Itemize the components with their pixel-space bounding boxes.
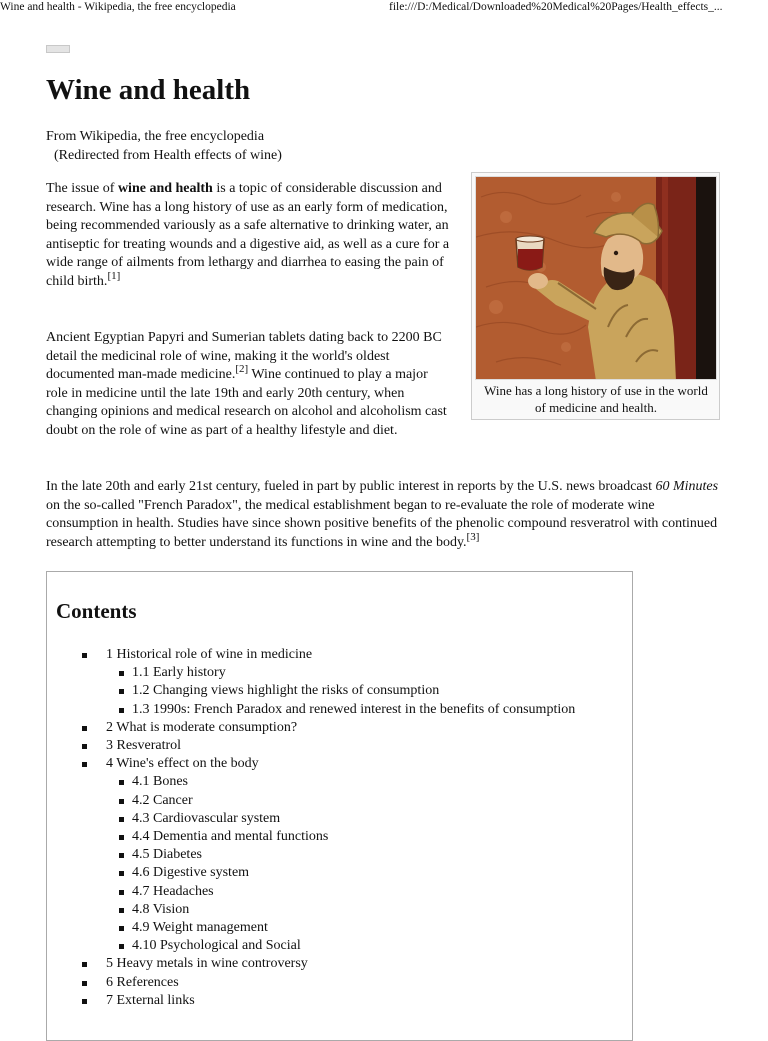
toc-item-label[interactable]: 6 References xyxy=(106,974,179,990)
toc-item-4-2[interactable] xyxy=(47,792,634,810)
toc-item-1[interactable] xyxy=(47,646,634,664)
bullet-icon xyxy=(82,981,87,986)
toc-item-label[interactable]: 5 Heavy metals in wine controversy xyxy=(106,956,308,972)
bullet-icon xyxy=(119,908,124,913)
toc-item-4-1[interactable] xyxy=(47,773,634,791)
reference-link-2[interactable]: [2] xyxy=(235,363,249,376)
bullet-icon xyxy=(82,962,87,967)
reference-link-3[interactable]: [3] xyxy=(466,530,480,543)
toc-item-4[interactable] xyxy=(47,755,634,773)
bullet-icon xyxy=(119,890,124,895)
toc-item-label[interactable]: 4.4 Dementia and mental functions xyxy=(132,829,329,845)
p1-bold-term: wine and health xyxy=(117,181,213,196)
intro-paragraph-1 xyxy=(46,180,451,292)
figure-caption: Wine has a long history of use in the world of medicine and health. xyxy=(484,383,708,415)
toc-item-4-9[interactable] xyxy=(47,919,634,937)
bullet-icon xyxy=(119,671,124,676)
toc-item-3[interactable] xyxy=(47,737,634,755)
bullet-icon xyxy=(119,944,124,949)
bullet-icon xyxy=(82,726,87,731)
print-header-url: file:///D:/Medical/Downloaded%20Medical%20Pages/Health_effects_... xyxy=(389,1,723,13)
toc-item-label[interactable]: 1 Historical role of wine in medicine xyxy=(106,647,313,662)
toc-item-label[interactable]: 7 External links xyxy=(106,992,195,1008)
print-header xyxy=(0,0,768,16)
bullet-icon xyxy=(119,926,124,931)
bullet-icon xyxy=(82,744,87,749)
toc-title: Contents xyxy=(56,599,137,623)
p1-text-after: is a topic of considerable discussion and research. Wine has a long history of use as an early form of medication, being recommended variously as a safe alternative to drinking water, an antiseptic for treating wounds and a digestive aid, as well as a cure for a wide range of ailments from lethargy and diarrhea to easing the pain of child birth. xyxy=(46,181,450,289)
toc-item-label[interactable]: 4.5 Diabetes xyxy=(132,847,202,863)
toc-sublist-4-items xyxy=(47,773,634,955)
redirect-notice: (Redirected from Health effects of wine) xyxy=(54,148,282,163)
bullet-icon xyxy=(119,835,124,840)
top-bar-button[interactable] xyxy=(46,45,70,53)
page-title: Wine and health xyxy=(46,74,251,106)
toc-item-label[interactable]: 2 What is moderate consumption? xyxy=(106,719,298,735)
bullet-icon xyxy=(82,999,87,1004)
toc-sublist-1-items xyxy=(47,664,634,719)
bullet-icon xyxy=(119,871,124,876)
toc-item-label[interactable]: 4.6 Digestive system xyxy=(132,865,250,881)
toc-sublist-1 xyxy=(47,664,634,719)
toc-item-5[interactable] xyxy=(47,955,634,973)
p2-text-before: Ancient Egyptian Papyri and Sumerian tablets dating back to 2200 BC detail the medicinal role of wine, making it the world's oldest documented man-made medicine. xyxy=(46,330,442,383)
toc-item-label[interactable]: 1.3 1990s: French Paradox and renewed interest in the benefits of consumption xyxy=(132,701,576,717)
intro-paragraph-2 xyxy=(46,329,451,441)
bullet-icon xyxy=(119,689,124,694)
toc-item-4-10[interactable] xyxy=(47,937,634,955)
toc-item-label[interactable]: 1.2 Changing views highlight the risks of consumption xyxy=(132,683,440,699)
bullet-icon xyxy=(119,817,124,822)
toc-item-4-7[interactable] xyxy=(47,883,634,901)
figure-image[interactable] xyxy=(475,176,717,380)
toc-sublist-4 xyxy=(47,773,634,955)
figure-thumbnail xyxy=(471,172,720,420)
toc-item-4-8[interactable] xyxy=(47,901,634,919)
toc-item-label[interactable]: 4.3 Cardiovascular system xyxy=(132,810,281,826)
site-tagline: From Wikipedia, the free encyclopedia xyxy=(46,129,265,144)
toc-item-4-3[interactable] xyxy=(47,810,634,828)
toc-item-6[interactable] xyxy=(47,974,634,992)
toc-item-label[interactable]: 4.8 Vision xyxy=(132,901,190,917)
p1-text-before: The issue of xyxy=(46,181,118,196)
toc-item-4-4[interactable] xyxy=(47,828,634,846)
toc-item-2[interactable] xyxy=(47,719,634,737)
toc-item-label[interactable]: 4.9 Weight management xyxy=(132,920,268,936)
table-of-contents xyxy=(46,571,633,1041)
bullet-icon xyxy=(119,799,124,804)
intro-paragraph-3 xyxy=(46,478,726,552)
toc-item-label[interactable]: 1.1 Early history xyxy=(132,665,226,681)
toc-item-label[interactable]: 4.10 Psychological and Social xyxy=(132,938,301,954)
wine-painting-illustration xyxy=(476,177,717,380)
toc-item-1-1[interactable] xyxy=(47,664,634,682)
toc-item-label[interactable]: 4.1 Bones xyxy=(132,774,188,790)
toc-item-label[interactable]: 3 Resveratrol xyxy=(106,738,182,754)
toc-item-label[interactable]: 4.2 Cancer xyxy=(132,792,193,808)
toc-item-label[interactable]: 4.7 Headaches xyxy=(132,883,214,899)
bullet-icon xyxy=(119,780,124,785)
p2-text-after: Wine continued to play a major role in medicine until the late 19th and early 20th century, when changing opinions and medical research on alcohol and alcoholism cast doubt on the role of wine as part of a healthy lifestyle and diet. xyxy=(46,367,447,438)
reference-link-1[interactable]: [1] xyxy=(107,269,121,282)
bullet-icon xyxy=(119,853,124,858)
bullet-icon xyxy=(82,762,87,767)
bullet-icon xyxy=(82,653,87,658)
toc-item-1-2[interactable] xyxy=(47,682,634,700)
toc-list xyxy=(47,646,634,1010)
p3-text-before: In the late 20th and early 21st century, fueled in part by public interest in reports by the U.S. news broadcast xyxy=(46,479,656,494)
bullet-icon xyxy=(119,708,124,713)
p3-italic-title: 60 Minutes xyxy=(655,479,719,494)
toc-item-1-3[interactable] xyxy=(47,701,634,719)
toc-item-label[interactable]: 4 Wine's effect on the body xyxy=(106,756,259,772)
print-header-title: Wine and health - Wikipedia, the free encyclopedia xyxy=(0,1,236,13)
toc-item-7[interactable] xyxy=(47,992,634,1010)
toc-item-4-5[interactable] xyxy=(47,846,634,864)
p3-text-after: on the so-called "French Paradox", the medical establishment began to re-evaluate the role of moderate wine consumption in health. Studies have since shown positive benefits of the phenolic compound resveratrol with continued research attempting to better understand its functions in wine and the body. xyxy=(46,497,718,550)
toc-item-4-6[interactable] xyxy=(47,864,634,882)
